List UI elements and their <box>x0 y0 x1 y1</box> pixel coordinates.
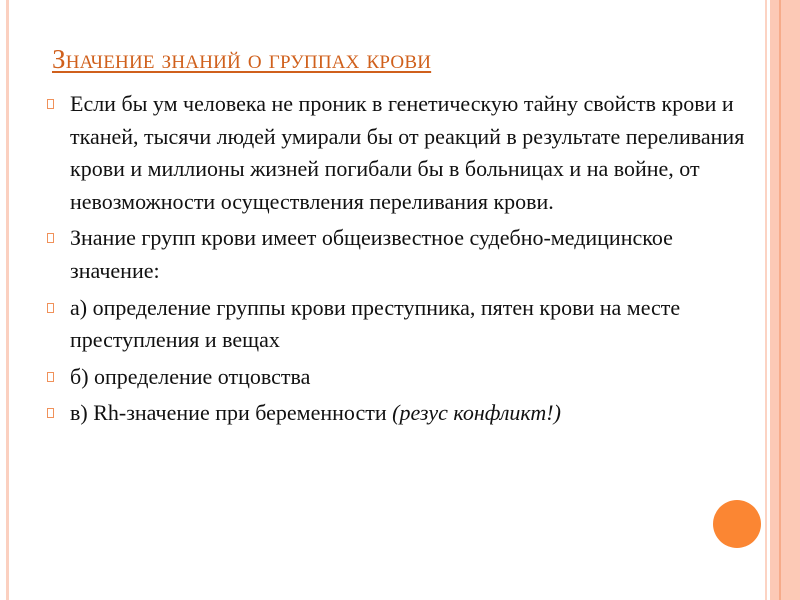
decorative-circle <box>713 500 761 548</box>
bullet-icon <box>47 372 54 382</box>
bullet-icon <box>47 408 54 418</box>
bullet-item: а) определение группы крови преступника, пятен крови на месте преступления и вещах <box>47 292 747 357</box>
bullet-item: Знание групп крови имеет общеизвестное судебно-медицинское значение: <box>47 222 747 287</box>
right-frame-stripe <box>765 0 767 600</box>
bullet-item: в) Rh-значение при беременности (резус конфликт!) <box>47 397 747 430</box>
bullet-item: Если бы ум человека не проник в генетическую тайну свойств крови и тканей, тысячи людей умирали бы от реакций в результате переливания крови и миллионы жизней погибали бы в больницах и на войне, от невозможности осуществления переливания крови. <box>47 88 747 218</box>
slide-title: Значение знаний о группах крови <box>52 44 432 74</box>
right-frame-line <box>779 0 781 600</box>
right-frame-band <box>770 0 800 600</box>
left-frame-line <box>6 0 9 600</box>
italic-note: (резус конфликт!) <box>392 400 561 426</box>
bullet-icon <box>47 99 54 109</box>
bullet-icon <box>47 233 54 243</box>
bullet-icon <box>47 303 54 313</box>
bullet-item: б) определение отцовства <box>47 361 747 394</box>
slide-body <box>47 88 747 434</box>
